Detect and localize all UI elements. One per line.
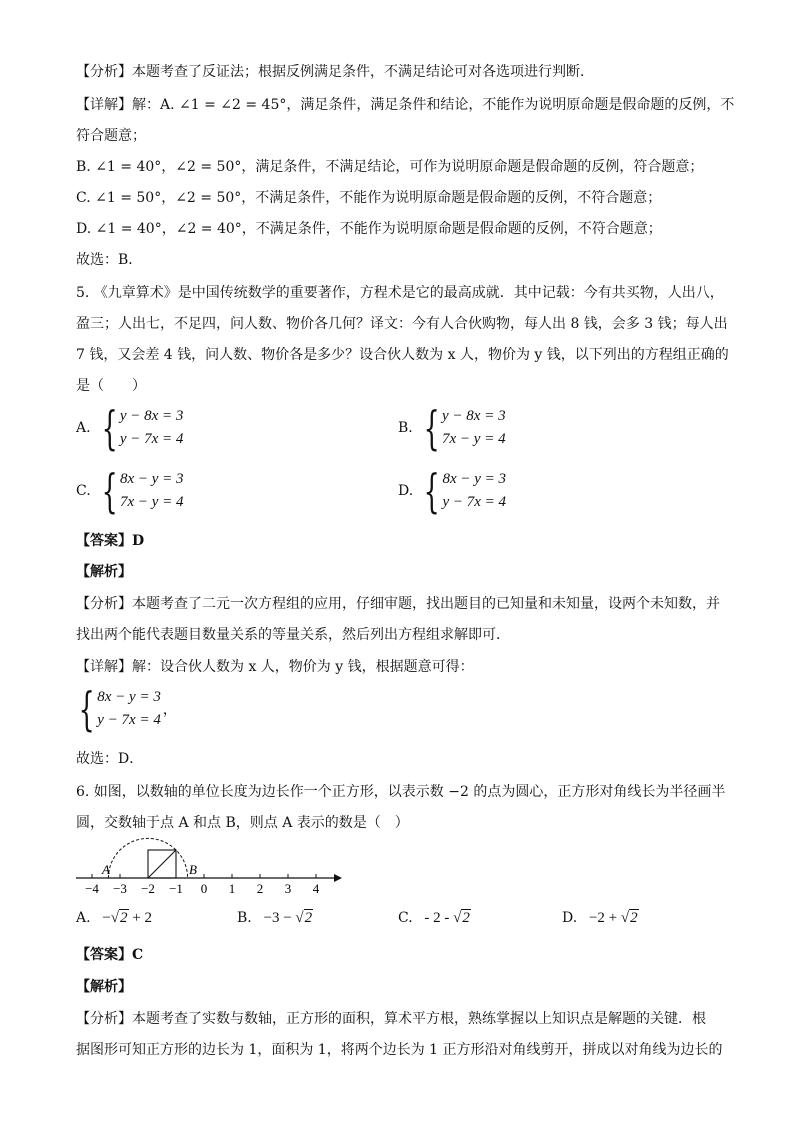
point-b-label: B [189, 862, 197, 877]
equation: y − 7x = 4 [97, 712, 161, 728]
equation: 7x − y = 4 [119, 494, 184, 510]
square-diagonal [148, 850, 176, 878]
tick-label: 0 [200, 881, 208, 896]
brace-icon: { [101, 464, 118, 518]
tick-label: −4 [85, 881, 99, 896]
option-label: B. [398, 420, 413, 436]
q6-option-d[interactable] [562, 910, 639, 927]
q5-stem-line-3: 7 钱，又会差 4 钱，问人数、物价各是多少？设合伙人数为 x 人，物价为 y 钱，以下列出的方程组正确的 [76, 347, 729, 363]
equation: 8x − y = 3 [442, 471, 507, 487]
option-label: C. [398, 910, 413, 926]
option-label: D. [562, 910, 578, 926]
q5-stem-line-2: 盈三；人出七，不足四，问人数、物价各几何？译文：今有人合伙购物，每人出 8 钱，会多 3 钱；每人出 [76, 316, 728, 332]
brace-icon: { [78, 682, 95, 736]
q5-analysis-line-1: 【分析】本题考查了二元一次方程组的应用，仔细审题，找出题目的已知量和未知量，设两个未知数，并 [76, 596, 720, 612]
option-label: A. [76, 420, 91, 436]
point-a-label: A [102, 862, 110, 877]
q4-detail-c: C. ∠1 = 50°，∠2 = 50°，不满足条件，不能作为说明原命题是假命题的反例，不符合题意； [76, 190, 662, 206]
q6-stem-line-1: 6. 如图，以数轴的单位长度为边长作一个正方形，以表示数 −2 的点为圆心，正方形对角线长为半径画半 [76, 784, 726, 800]
tick-label: 4 [312, 881, 320, 896]
equation: 7x − y = 4 [442, 431, 506, 447]
tick-label: −2 [141, 881, 155, 896]
q6-jiexi: 【解析】 [76, 979, 132, 995]
q6-analysis-line-2: 据图形可知正方形的边长为 1，面积为 1，将两个边长为 1 正方形沿对角线剪开，拼成以对角线为边长的 [76, 1042, 723, 1058]
option-label: D. [398, 483, 414, 499]
q5-choose: 故选：D． [76, 751, 144, 767]
tick-labels [85, 881, 320, 896]
q4-detail-d: D. ∠1 = 40°，∠2 = 40°，不满足条件，不能作为说明原命题是假命题的反例，不符合题意； [76, 221, 662, 237]
tick-label: 2 [256, 881, 264, 896]
sqrt-icon: √2 [453, 910, 470, 926]
sqrt-icon: √2 [110, 910, 128, 926]
q5-option-a[interactable] [76, 401, 184, 455]
q6-option-b[interactable] [237, 910, 313, 927]
option-value-prefix: − [102, 910, 111, 926]
option-label: C. [76, 483, 91, 499]
q4-analysis: 【分析】本题考查了反证法；根据反例满足条件，不满足结论可对各选项进行判断． [76, 64, 594, 80]
tick-label: −1 [169, 881, 183, 896]
option-label: B. [237, 910, 252, 926]
q5-jiexi: 【解析】 [76, 564, 132, 580]
q5-analysis-line-2: 找出两个能代表题目数量关系的等量关系，然后列出方程组求解即可． [76, 627, 510, 643]
equation: y − 8x = 3 [442, 408, 506, 424]
equation-tail: ， [162, 702, 177, 718]
brace-icon: { [101, 401, 118, 455]
q4-choose: 故选：B． [76, 252, 143, 268]
q5-option-b[interactable] [398, 401, 506, 455]
q5-option-d[interactable] [398, 464, 507, 518]
q4-detail-b: B. ∠1 = 40°，∠2 = 50°，满足条件，不满足结论，可作为说明原命题是假命题的反例，符合题意； [76, 159, 704, 175]
option-value-prefix: - 2 - [424, 910, 454, 926]
q6-answer: 【答案】C [76, 947, 144, 963]
q6-stem-line-2: 圆，交数轴于点 A 和点 B，则点 A 表示的数是（ ） [76, 815, 409, 831]
q6-option-a[interactable] [76, 910, 152, 927]
option-value-suffix: + 2 [128, 910, 152, 926]
option-value-prefix: −3 − [263, 910, 296, 926]
q5-stem-line-1: 5. 《九章算术》是中国传统数学的重要著作，方程术是它的最高成就．其中记载：今有共买物，人出八， [76, 285, 724, 301]
equation: 8x − y = 3 [97, 689, 161, 705]
axis-arrow-icon [334, 874, 342, 882]
radicand: 2 [304, 910, 313, 926]
q5-detail: 【详解】解：设合伙人数为 x 人，物价为 y 钱，根据题意可得： [76, 659, 474, 675]
radicand: 2 [630, 910, 638, 926]
q5-stem-line-4: 是（ ） [76, 378, 146, 394]
q5-answer: 【答案】D [76, 533, 145, 549]
q6-option-c[interactable] [398, 910, 471, 927]
q5-equation-system [76, 682, 177, 736]
option-label: A. [76, 910, 91, 926]
brace-icon: { [423, 401, 440, 455]
radicand: 2 [120, 910, 128, 926]
q6-analysis-line-1: 【分析】本题考查了实数与数轴，正方形的面积，算术平方根，熟练掌握以上知识点是解题的关键．根 [76, 1011, 706, 1027]
brace-icon: { [423, 464, 440, 518]
equation: y − 8x = 3 [119, 408, 184, 424]
q4-detail-line-1: 【详解】解：A. ∠1 = ∠2 = 45°，满足条件，满足条件和结论，不能作为说明原命题是假命题的反例，不 [76, 97, 735, 113]
equation: y − 7x = 4 [442, 494, 507, 510]
sqrt-icon: √2 [295, 910, 313, 926]
radicand: 2 [462, 910, 470, 926]
number-line-figure [72, 836, 348, 896]
tick-label: 1 [228, 881, 236, 896]
equation: 8x − y = 3 [119, 471, 184, 487]
q4-detail-line-2: 符合题意； [76, 128, 146, 144]
sqrt-icon: √2 [620, 910, 638, 926]
tick-label: −3 [113, 881, 127, 896]
equation: y − 7x = 4 [119, 431, 184, 447]
q5-option-c[interactable] [76, 464, 184, 518]
option-value-prefix: −2 + [588, 910, 621, 926]
tick-label: 3 [284, 881, 292, 896]
